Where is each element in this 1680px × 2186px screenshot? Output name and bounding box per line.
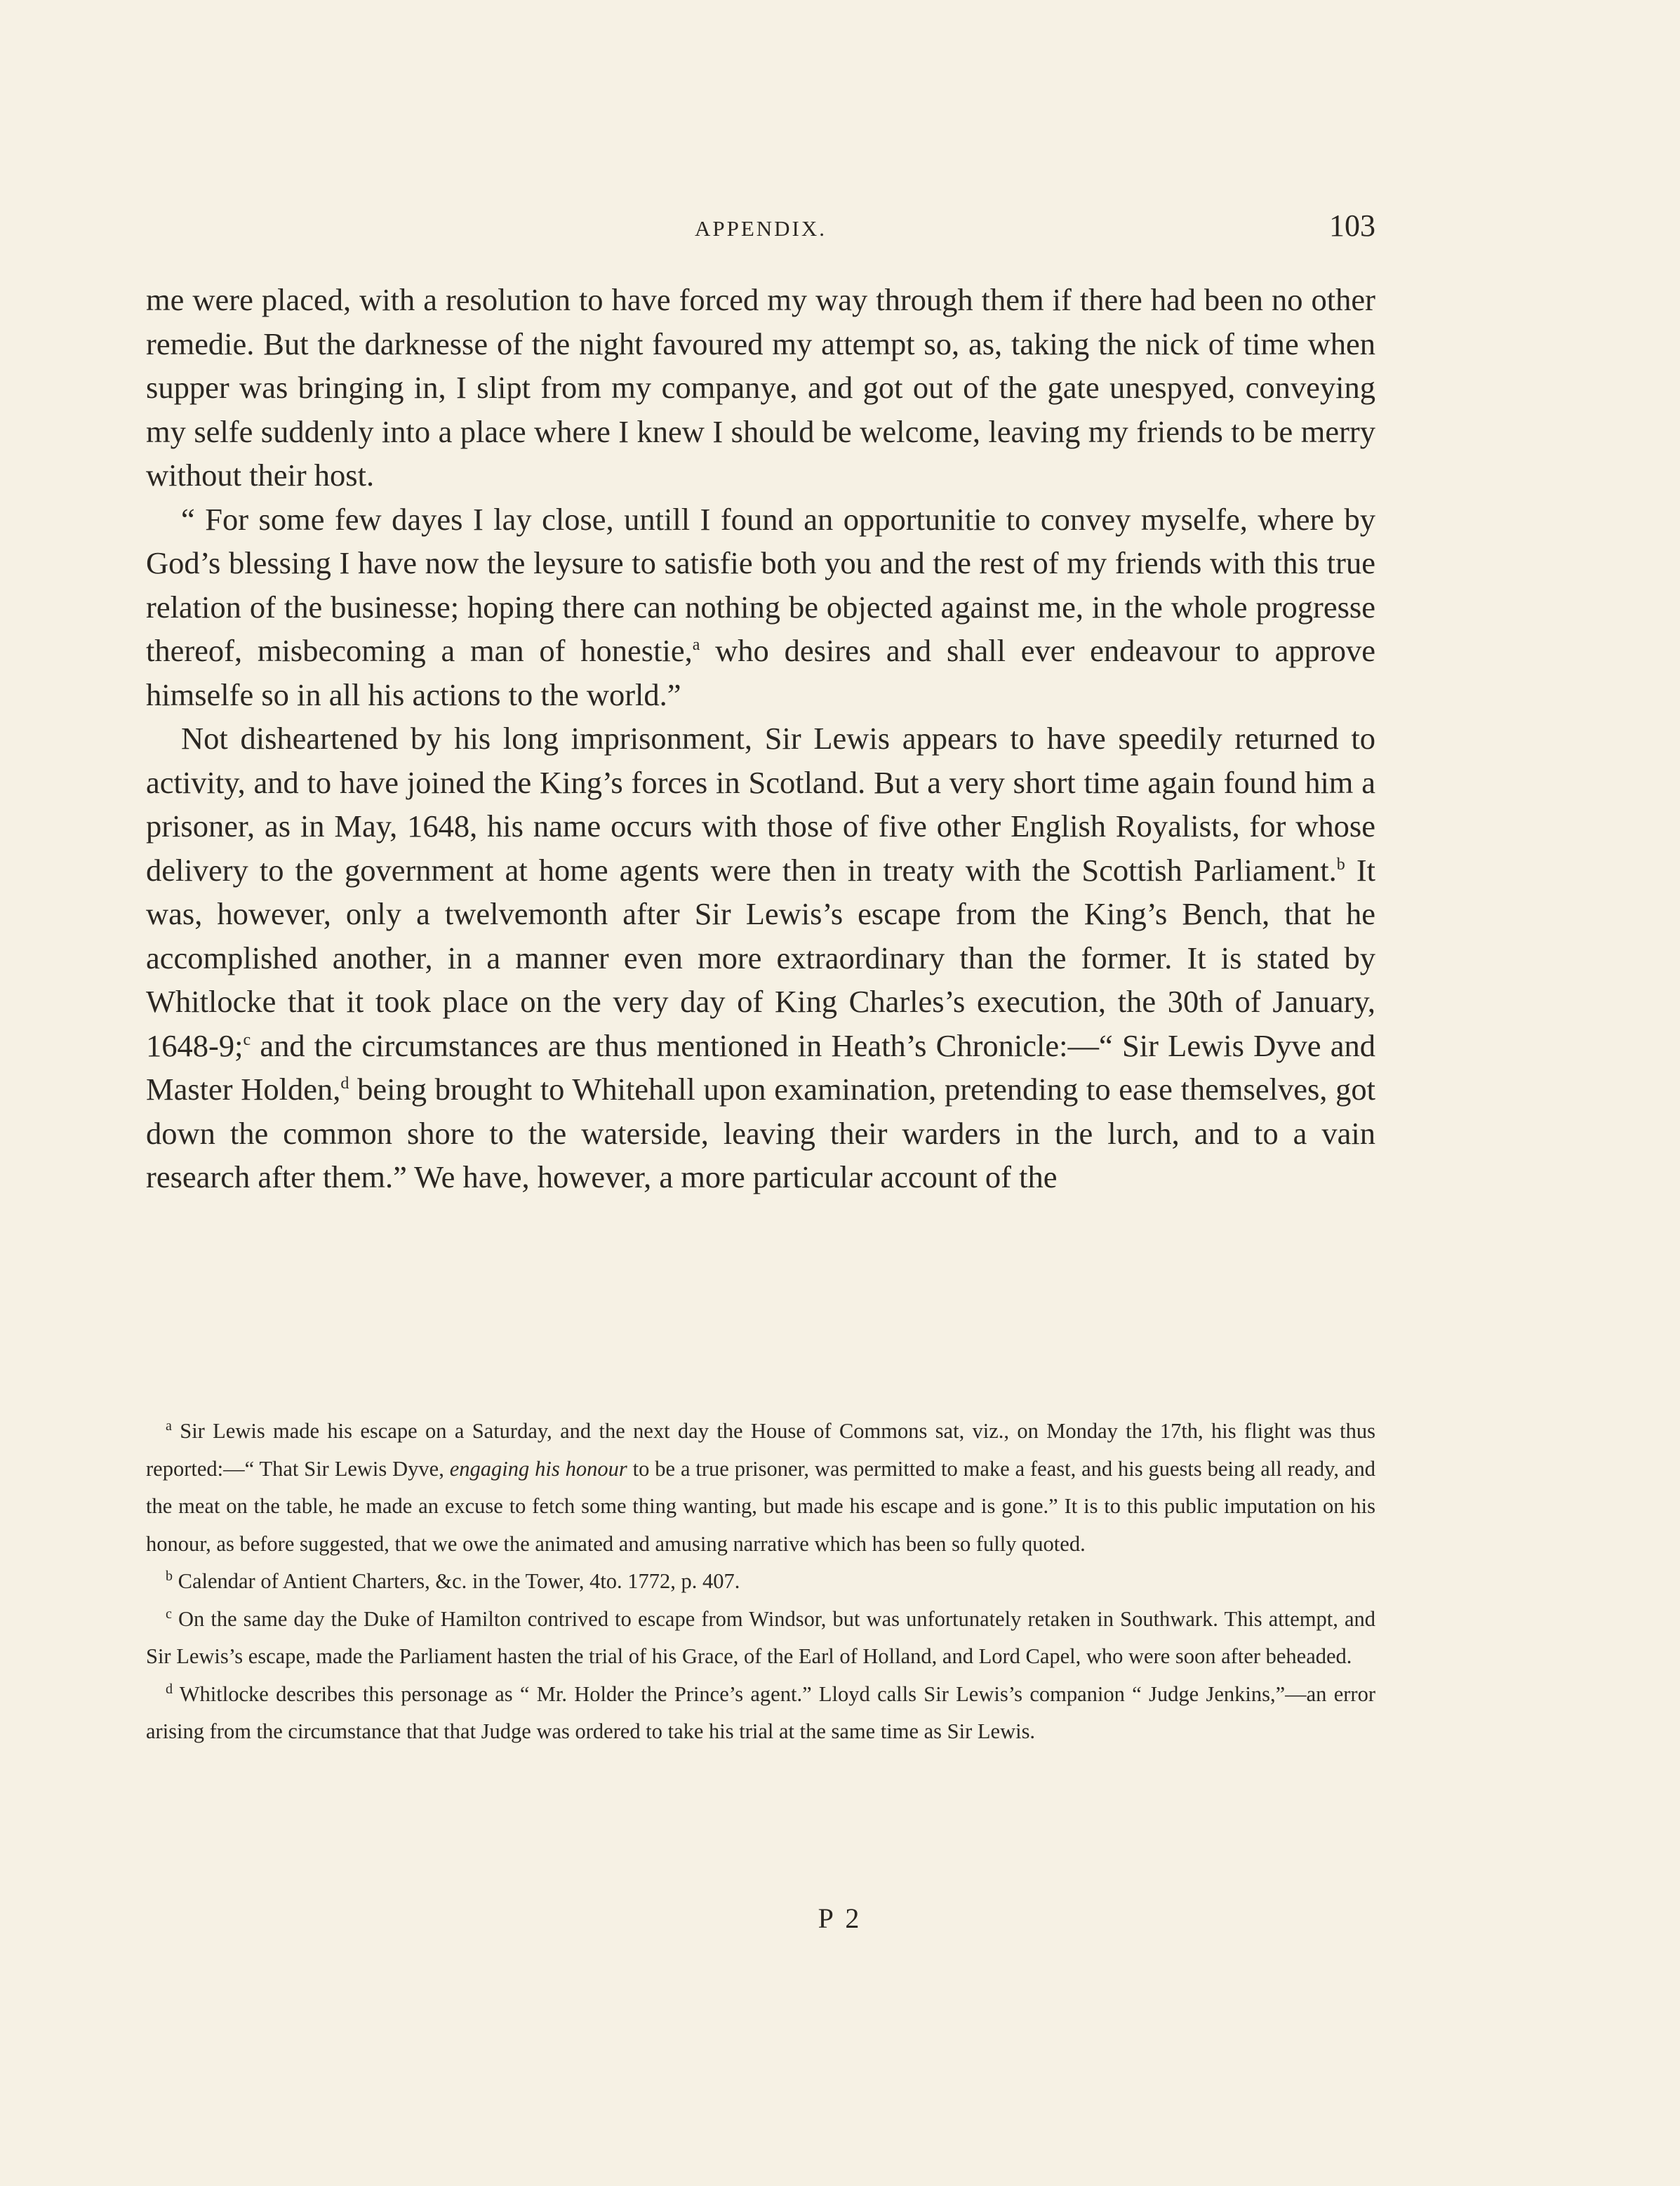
footnote-ref-b: b — [1336, 855, 1345, 874]
paragraph-3-text-a: Not disheartened by his long imprisonment, Sir Lewis appears to have speedily returned to activity, and to have joined the King’s forces in Scotland. But a very short time again found him a prisoner, as in May, 1648, his name occurs with those of five other English Royalists, for whose delivery to the government at home agents were then in treaty with the Scottish Parliament. — [146, 721, 1375, 888]
footnotes — [146, 1413, 1375, 1751]
paragraph-2-text-b: who desires and shall ever endeavour to approve himselfe so in all his actions to the world.” — [146, 633, 1375, 712]
footnote-d — [146, 1676, 1375, 1751]
footnote-a-mark: a — [166, 1418, 172, 1434]
main-text — [146, 278, 1375, 1199]
page-number: 103 — [1329, 208, 1375, 243]
footnote-c-text: On the same day the Duke of Hamilton contrived to escape from Windsor, but was unfortunately retaken in Southwark. This attempt, and Sir Lewis’s escape, made the Parliament hasten the trial of his Grace, of the Earl of Holland, and Lord Capel, who were soon after beheaded. — [146, 1606, 1375, 1668]
footnote-a-text-1: Sir Lewis made his escape on a Saturday, and the next day the House of Commons sat, viz., on Monday the 17th, his flight was thus reported:—“ That Sir Lewis Dyve, — [146, 1419, 1375, 1481]
paragraph-3-text-c: and the circumstances are thus mentioned in Heath’s Chronicle:—“ Sir Lewis Dyve and Master Holden, — [146, 1027, 1375, 1107]
footnote-d-text: Whitlocke describes this personage as “ Mr. Holder the Prince’s agent.” Lloyd calls Sir Lewis’s companion “ Judge Jenkins,”—an error arising from the circumstance that that Judge was ordered to take his trial at the same time as Sir Lewis. — [146, 1681, 1375, 1743]
footnote-d-mark: d — [166, 1681, 173, 1697]
paragraph-3 — [146, 717, 1375, 1199]
footnote-a-text-2: to be a true prisoner, was permitted to make a feast, and his guests being all ready, and the meat on the table, he made an excuse to fetch some thing wanting, but made his escape and is gone.” It is to this public imputation on his honour, as before suggested, that we owe the animated and amusing narrative which has been so fully quoted. — [146, 1456, 1375, 1556]
footnote-b-text: Calendar of Antient Charters, &c. in the Tower, 4to. 1772, p. 407. — [173, 1569, 740, 1593]
paragraph-1: me were placed, with a resolution to have forced my way through them if there had been no other remedie. But the darknesse of the night favoured my attempt so, as, taking the nick of time when supper was bringing in, I slipt from my companye, and got out of the gate unespyed, conveying my selfe suddenly into a place where I knew I should be welcome, leaving my friends to be merry without their host. — [146, 282, 1375, 493]
footnote-ref-d: d — [340, 1074, 349, 1093]
footnote-c — [146, 1601, 1375, 1676]
footnote-ref-c: c — [243, 1030, 251, 1049]
paragraph-3-text-b: It was, however, only a twelvemonth after Sir Lewis’s escape from the King’s Bench, that he accomplished another, in a manner even more extraordinary than the former. It is stated by Whitlocke that it took place on the very day of King Charles’s execution, the 30th of January, 1648-9; — [146, 852, 1376, 1063]
footnote-b — [146, 1563, 1375, 1601]
paragraph-2 — [146, 498, 1375, 717]
signature-mark: P 2 — [818, 1902, 862, 1934]
running-head: APPENDIX. — [694, 216, 827, 241]
footnote-ref-a: a — [692, 636, 700, 655]
page-header — [146, 208, 1375, 250]
paragraph-2-text-a: “ For some few dayes I lay close, untill I found an opportunitie to convey myselfe, where by God’s blessing I have now the leysure to satisfie both you and the rest of my friends with this true relation of the businesse; hoping there can nothing be objected against me, in the whole progresse thereof, misbecoming a man of honestie, — [146, 501, 1375, 668]
paragraph-3-text-d: being brought to Whitehall upon examination, pretending to ease themselves, got down the common shore to the waterside, leaving their warders in the lurch, and to a vain research after them.” We have, however, a more particular account of the — [146, 1072, 1375, 1194]
footnote-a-italic: engaging his honour — [449, 1456, 627, 1481]
footnote-b-mark: b — [166, 1568, 173, 1584]
footnote-c-mark: c — [166, 1606, 172, 1622]
footnote-a — [146, 1413, 1375, 1563]
